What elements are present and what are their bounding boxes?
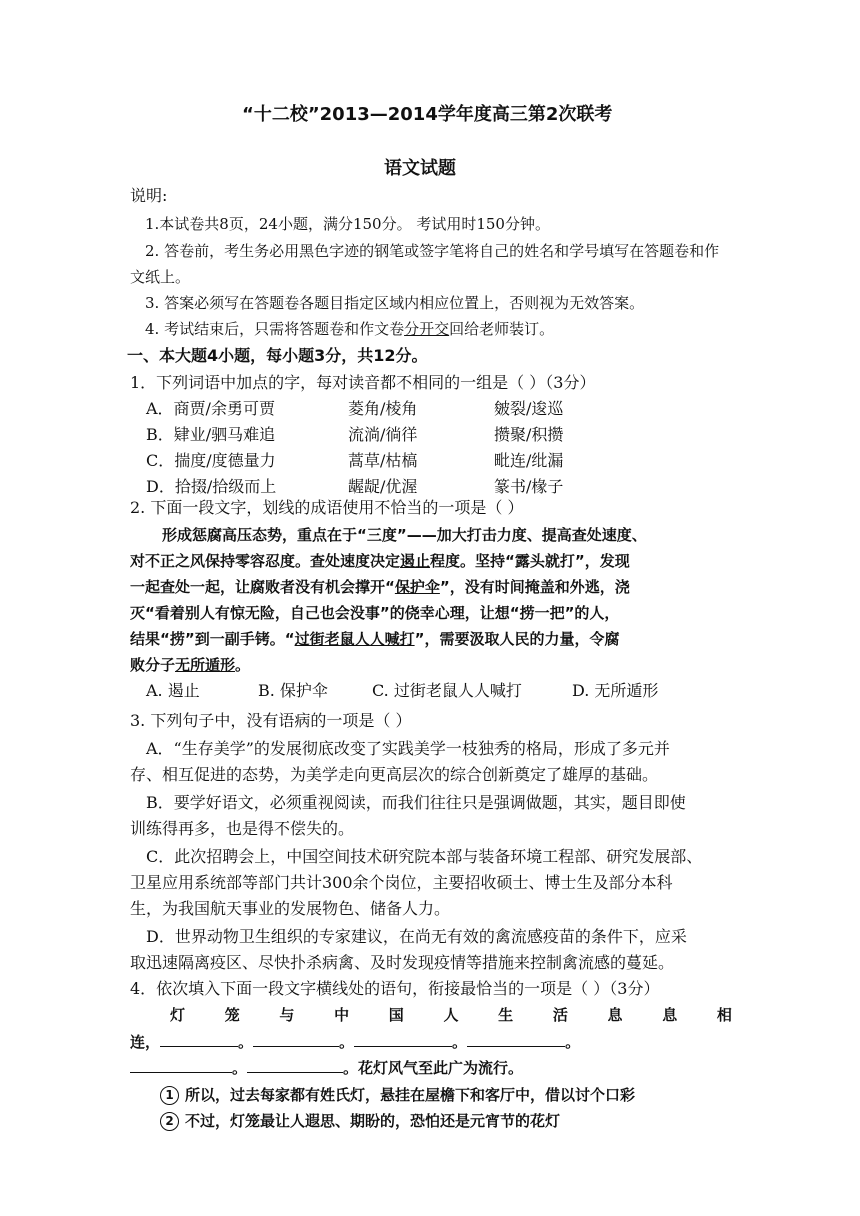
q4-char: 相 xyxy=(716,1006,732,1024)
q3-stem: 3. 下列句子中，没有语病的一项是（ ） xyxy=(130,711,412,730)
q4-blank-2 xyxy=(253,1030,339,1047)
q1-b-col3: 攒聚/积攒 xyxy=(494,425,564,444)
q1-c-col2: 蒿草/枯槁 xyxy=(348,451,418,470)
q1-a-col1: A．商贾/余勇可贾 xyxy=(146,399,275,418)
note-4-b: 回给老师装订。 xyxy=(449,320,555,338)
q4-item-2-text: 不过，灯笼最让人遐思、期盼的，恐怕还是元宵节的花灯 xyxy=(185,1112,561,1130)
q1-d-col2: 龌龊/优渥 xyxy=(348,477,418,496)
q1-stem: 1．下列词语中加点的字，每对读音都不相同的一组是（ ）（3分） xyxy=(130,373,596,392)
exam-title: “十二校”2013—2014学年度高三第2次联考 xyxy=(242,104,613,125)
q2-passage-line-6 xyxy=(130,654,250,676)
q3-line-a1: A．“生存美学”的发展彻底改变了实践美学一枝独秀的格局，形成了多元并 xyxy=(146,739,670,758)
q4-item-1-text: 所以，过去每家都有姓氏灯，悬挂在屋檐下和客厅中，借以讨个口彩 xyxy=(185,1086,636,1104)
q3-line-c2: 卫星应用系统部等部门共计300余个岗位，主要招收硕士、博士生及部分本科 xyxy=(130,873,673,892)
q1-d-col3: 篆书/椽子 xyxy=(494,477,564,496)
q2-underlined-term-a: 遏止 xyxy=(400,552,431,570)
q3-line-a2: 存、相互促进的态势，为美学走向更高层次的综合创新奠定了雄厚的基础。 xyxy=(130,765,659,784)
q4-char: 中 xyxy=(334,1006,350,1024)
q2-passage-line-1: 形成惩腐高压态势，重点在于“三度”——加大打击力度、提高查处速度、 xyxy=(162,526,647,544)
q4-char: 灯 xyxy=(170,1006,186,1024)
q4-blank-5 xyxy=(130,1056,232,1073)
circled-number-1: 1 xyxy=(160,1086,179,1105)
q2-option-b: B. 保护伞 xyxy=(258,681,328,700)
note-2: 2. 答卷前，考生务必用黑色字迹的钢笔或签字笔将自己的姓名和学号填写在答题卷和作 xyxy=(145,242,720,260)
q1-a-col3: 皴裂/逡巡 xyxy=(494,399,564,418)
q4-item-2 xyxy=(160,1110,560,1132)
q2-text: 结果“捞”到一副手铐。“ xyxy=(130,630,295,648)
q2-underlined-term-c: 过街老鼠人人喊打 xyxy=(294,630,415,648)
q4-char: 与 xyxy=(279,1006,295,1024)
q2-underlined-term-b: 保护伞 xyxy=(394,578,440,596)
q3-line-b2: 训练得再多，也是得不偿失的。 xyxy=(130,819,355,838)
q4-passage-line-2: 连， 。 。 。 。 xyxy=(130,1030,580,1053)
q4-blank-4 xyxy=(467,1030,565,1047)
q2-text: ”，需要汲取人民的力量，令腐 xyxy=(414,630,620,648)
q4-char: 人 xyxy=(443,1006,459,1024)
note-4-a: 4. 考试结束后，只需将答题卷和作文卷 xyxy=(145,320,405,338)
q1-b-col1: B．肄业/驷马难追 xyxy=(146,425,276,444)
note-1: 1.本试卷共8页，24小题，满分150分。 考试用时150分钟。 xyxy=(145,215,550,233)
q2-passage-line-3 xyxy=(130,576,630,598)
q4-item-1 xyxy=(160,1084,635,1106)
section-1-heading: 一、本大题4小题，每小题3分，共12分。 xyxy=(127,346,428,365)
q4-passage-line-1 xyxy=(170,1004,732,1026)
q4-char: 息 xyxy=(607,1006,623,1024)
q1-d-col1: D．拾掇/拾级而上 xyxy=(146,477,277,496)
q3-line-d1: D．世界动物卫生组织的专家建议，在尚无有效的禽流感疫苗的条件下，应采 xyxy=(146,927,687,946)
q2-text: 败分子 xyxy=(130,656,176,674)
q2-passage-line-5 xyxy=(130,628,619,650)
q4-blank-1 xyxy=(160,1030,238,1047)
note-4-underline: 分开交 xyxy=(404,320,450,338)
q4-char: 活 xyxy=(552,1006,568,1024)
q2-stem: 2. 下面一段文字，划线的成语使用不恰当的一项是（ ） xyxy=(130,498,524,517)
q4-char: 息 xyxy=(662,1006,678,1024)
q2-option-c: C. 过街老鼠人人喊打 xyxy=(372,681,522,700)
exam-subtitle: 语文试题 xyxy=(384,158,456,179)
note-4 xyxy=(145,318,554,340)
q3-line-d2: 取迅速隔离疫区、尽快扑杀病禽、及时发现疫情等措施来控制禽流感的蔓延。 xyxy=(130,953,675,972)
q2-passage-line-2 xyxy=(130,550,630,572)
q3-line-b1: B．要学好语文，必须重视阅读，而我们往往只是强调做题，其实，题目即使 xyxy=(146,793,686,812)
q4-blank-6 xyxy=(247,1056,343,1073)
q2-text: 对不正之风保持零容忍度。查处速度决定 xyxy=(130,552,401,570)
q1-c-col3: 毗连/纰漏 xyxy=(494,451,564,470)
q2-text: 程度。坚持“露头就打”，发现 xyxy=(430,552,630,570)
q2-underlined-term-d: 无所遁形 xyxy=(175,656,236,674)
q4-passage-line-3: 。 。花灯风气至此广为流行。 xyxy=(130,1056,523,1079)
q2-text: ”，没有时间掩盖和外逃，浇 xyxy=(439,578,630,596)
note-3: 3. 答案必须写在答题卷各题目指定区域内相应位置上，否则视为无效答案。 xyxy=(145,294,645,312)
q2-text: 。 xyxy=(235,656,251,674)
q2-passage-line-4: 灭“看着别人有惊无险，自己也会没事”的侥幸心理，让想“捞一把”的人， xyxy=(130,604,620,622)
q4-char: 笼 xyxy=(224,1006,240,1024)
q3-line-c3: 生，为我国航天事业的发展物色、储备人力。 xyxy=(130,899,451,918)
q2-option-a: A. 遏止 xyxy=(146,681,200,700)
notes-label: 说明: xyxy=(130,186,168,205)
q2-text: 一起查处一起，让腐败者没有机会撑开“ xyxy=(130,578,395,596)
q1-a-col2: 菱角/棱角 xyxy=(348,399,418,418)
q4-char: 生 xyxy=(498,1006,514,1024)
q3-line-c1: C．此次招聘会上，中国空间技术研究院本部与装备环境工程部、研究发展部、 xyxy=(146,847,703,866)
q4-stem: 4．依次填入下面一段文字横线处的语句，衔接最恰当的一项是（ ）（3分） xyxy=(130,979,660,998)
note-2-cont: 文纸上。 xyxy=(130,268,191,286)
q2-option-d: D. 无所遁形 xyxy=(572,681,659,700)
circled-number-2: 2 xyxy=(160,1112,179,1131)
q1-c-col1: C．揣度/度德量力 xyxy=(146,451,276,470)
q4-line3-end: 。花灯风气至此广为流行。 xyxy=(343,1059,524,1077)
q4-blank-3 xyxy=(354,1030,452,1047)
q1-b-col2: 流淌/徜徉 xyxy=(348,425,418,444)
q4-line2-start: 连， xyxy=(130,1033,161,1051)
q4-char: 国 xyxy=(388,1006,404,1024)
